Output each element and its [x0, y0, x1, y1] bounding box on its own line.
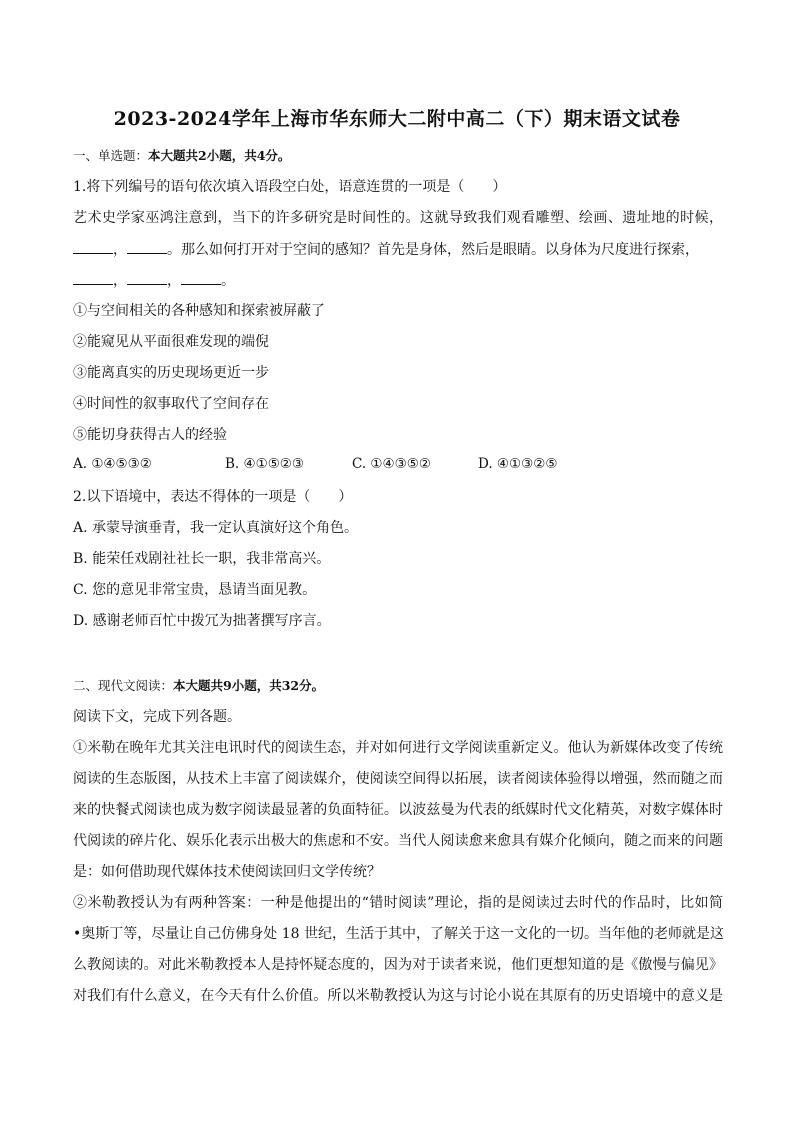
section1-heading-score: 本大题共2小题，共4分。 [148, 148, 291, 163]
q1-item-4: ④时间性的叙事取代了空间存在 [73, 396, 269, 412]
section2-heading-score: 本大题共9小题，共32分。 [173, 678, 325, 693]
q1-passage-line-3: ， ， 。 [73, 270, 723, 291]
answer-blank [73, 270, 113, 285]
q2-option-a[interactable]: A. 承蒙导演垂青，我一定认真演好这个角色。 [73, 520, 359, 536]
section1-heading-prefix: 一、单选题： [73, 148, 149, 163]
q1-option-b[interactable]: B. ④①⑤②③ [225, 456, 305, 472]
q2-option-d[interactable]: D. 感谢老师百忙中拨冗为拙著撰写序言。 [73, 613, 331, 629]
section2-heading-prefix: 二、现代文阅读： [73, 678, 174, 693]
q1-passage-line-2-text: 。那么如何打开对于空间的感知？首先是身体，然后是眼睛。以身体为尺度进行探索， [167, 242, 699, 258]
passage-line: •奥斯丁等，尽量让自己仿佛身处 18 世纪，生活于其中，了解关于这一文化的一切。当年他的老师就是这 [73, 926, 724, 942]
passage-line: 代阅读的碎片化、娱乐化表示出极大的焦虑和不安。当代人阅读愈来愈具有媒介化倾向，随之而来的问题 [73, 833, 723, 849]
answer-blank [127, 239, 167, 254]
page-title: 2023-2024学年上海市华东师大二附中高二（下）期末语文试卷 [113, 108, 681, 130]
passage-line: 来的快餐式阅读也成为数字阅读最显著的负面特征。以波兹曼为代表的纸媒时代文化精英，对数字媒体时 [73, 802, 723, 818]
q2-option-b[interactable]: B. 能荣任戏剧社社长一职，我非常高兴。 [73, 551, 331, 567]
q1-item-1: ①与空间相关的各种感知和探索被屏蔽了 [73, 303, 325, 319]
q1-item-5: ⑤能切身获得古人的经验 [73, 427, 227, 443]
q1-item-3: ③能离真实的历史现场更近一步 [73, 365, 269, 381]
q1-option-d[interactable]: D. ④①③②⑤ [478, 456, 558, 472]
q1-passage-line-2: ， 。那么如何打开对于空间的感知？首先是身体，然后是眼睛。以身体为尺度进行探索， [73, 239, 723, 260]
section2-intro: 阅读下文，完成下列各题。 [73, 709, 241, 725]
q1-stem: 1.将下列编号的语句依次填入语段空白处，语意连贯的一项是（ ） [73, 179, 507, 195]
section1-heading [73, 146, 723, 166]
passage-line: 对我们有什么意义，在今天有什么价值。所以米勒教授认为这与讨论小说在其原有的历史语境中的意义是 [73, 988, 723, 1004]
q1-item-2: ②能窥见从平面很难发现的端倪 [73, 334, 269, 350]
q2-stem: 2.以下语境中，表达不得体的一项是（ ） [73, 489, 353, 505]
answer-blank [181, 270, 221, 285]
passage-line: 么教阅读的。对此米勒教授本人是持怀疑态度的，因为对于读者来说，他们更想知道的是《傲慢与偏见》 [73, 957, 723, 973]
q1-option-a[interactable]: A. ①④⑤③② [73, 456, 152, 472]
answer-blank [127, 270, 167, 285]
answer-blank [73, 239, 113, 254]
q1-option-c[interactable]: C. ①④③⑤② [352, 456, 431, 472]
q1-passage-line-1: 艺术史学家巫鸿注意到，当下的许多研究是时间性的。这就导致我们观看雕塑、绘画、遗址地的时候， [73, 210, 723, 226]
passage-line: ①米勒在晚年尤其关注电讯时代的阅读生态，并对如何进行文学阅读重新定义。他认为新媒体改变了传统 [73, 740, 723, 756]
passage-line: ②米勒教授认为有两种答案：一种是他提出的“错时阅读”理论，指的是阅读过去时代的作品时，比如简 [73, 895, 723, 911]
q2-option-c[interactable]: C. 您的意见非常宝贵，恳请当面见教。 [73, 582, 317, 598]
passage-line: 是：如何借助现代媒体技术使阅读回归文学传统？ [73, 864, 381, 880]
passage-line: 阅读的生态版图，从技术上丰富了阅读媒介，使阅读空间得以拓展，读者阅读体验得以增强，然而随之而 [73, 771, 723, 787]
section2-heading [73, 676, 723, 696]
